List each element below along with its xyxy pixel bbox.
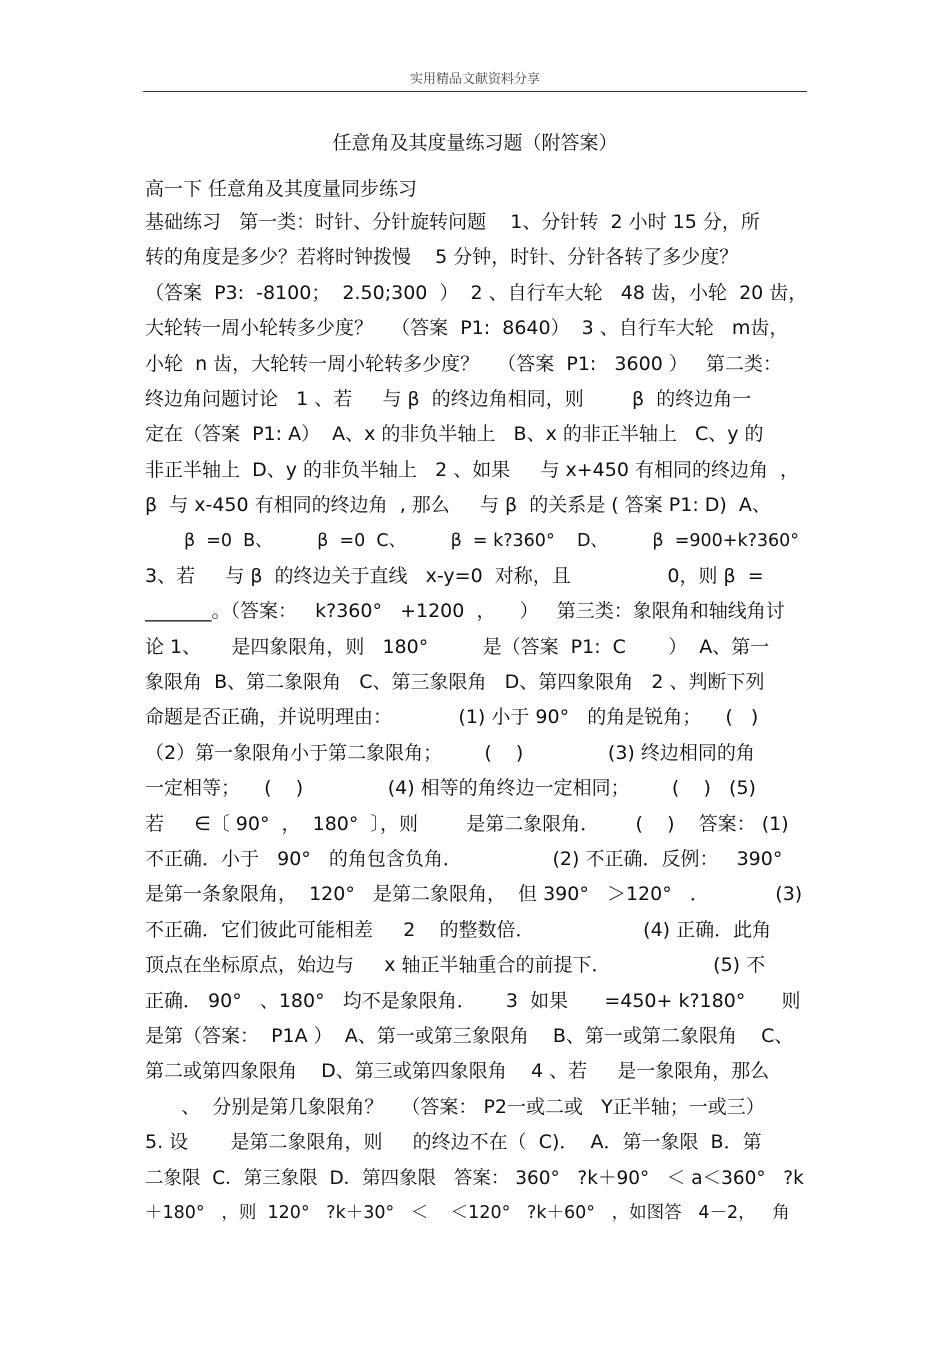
body-line: 5. 设 是第二象限角，则 的终边不在（ C)． A．第一象限 B．第 bbox=[145, 1131, 762, 1154]
body-line: 若 ∈〔 90° ， 180° 〕，则 是第二象限角． ( ) 答案： (1) bbox=[145, 812, 789, 835]
body-line: 定在（答案 P1: A） A、x 的非负半轴上 B、x 的非正半轴上 C、y 的 bbox=[145, 423, 764, 446]
body-line: β =0 B、 β =0 C、 β = k?360° D、 β =900+k?360° bbox=[145, 530, 800, 551]
body-line: 是第（答案： P1A ） A、第一或第三象限角 B、第一或第二象限角 C、 bbox=[145, 1024, 794, 1047]
body-line: 是第一条象限角， 120° 是第二象限角， 但 390° ＞120° ． (3) bbox=[145, 883, 803, 906]
body-line: 基础练习 第一类：时针、分针旋转问题 1、分针转 2 小时 15 分，所 bbox=[145, 211, 760, 233]
body-line: ＋180° ，则 120° ?k＋30° ＜ ＜120° ?k＋60° ，如图答 4－2， 角 bbox=[145, 1202, 790, 1223]
body-line: 大轮转一周小轮转多少度？ （答案 P1: 8640） 3 、自行车大轮 m齿， bbox=[145, 317, 789, 340]
body-line: 命题是否正确，并说明理由： (1) 小于 90° 的角是锐角； ( ) bbox=[145, 706, 759, 729]
body-line: 、 分别是第几象限角？ （答案： P2一或二或 Y正半轴；一或三） bbox=[145, 1095, 765, 1118]
document-body bbox=[145, 205, 807, 1231]
body-line: 不正确．它们彼此可能相差 2 的整数倍． (4) 正确．此角 bbox=[145, 918, 772, 941]
body-line: 一定相等； ( ) (4) 相等的角终边一定相同； ( ) (5) bbox=[145, 777, 756, 800]
body-line: _______。（答案： k?360° +1200 ， ） 第三类：象限角和轴线角讨 bbox=[145, 600, 785, 623]
body-line: 论 1、 是四象限角，则 180° 是（答案 P1: C ） A、第一 bbox=[145, 635, 770, 658]
body-line: 正确． 90° 、180° 均不是象限角． 3 如果 =450+ k?180° 则 bbox=[145, 989, 801, 1012]
page-header: 实用精品文献资料分享 bbox=[409, 72, 540, 87]
body-line: β 与 x-450 有相同的终边角 , 那么 与 β 的关系是 ( 答案 P1: D) A、 bbox=[145, 494, 771, 517]
body-line: 不正确．小于 90° 的角包含负角． (2) 不正确．反例： 390° bbox=[145, 848, 783, 871]
document-subtitle: 高一下 任意角及其度量同步练习 bbox=[145, 178, 418, 200]
body-line: 象限角 B、第二象限角 C、第三象限角 D、第四象限角 2 、判断下列 bbox=[145, 671, 765, 694]
document-title: 任意角及其度量练习题（附答案） bbox=[332, 132, 618, 154]
body-line: 终边角问题讨论 1 、若 与 β 的终边角相同，则 β 的终边角一 bbox=[145, 387, 752, 410]
body-line: 3、若 与 β 的终边关于直线 x-y=0 对称，且 0，则 β = bbox=[145, 564, 764, 587]
body-line: 小轮 n 齿，大轮转一周小轮转多少度？ （答案 P1: 3600 ） 第二类： bbox=[145, 352, 782, 375]
body-line: 第二或第四象限角 D、第三或第四象限角 4 、若 是一象限角，那么 bbox=[145, 1060, 770, 1083]
body-line: 转的角度是多少？若将时钟拨慢 5 分钟，时针、分针各转了多少度？ bbox=[145, 246, 739, 269]
header-divider bbox=[143, 91, 807, 92]
body-line: 二象限 C．第三象限 D．第四象限 答案： 360° ?k＋90° ＜ a＜360° ?k bbox=[145, 1167, 804, 1189]
body-line: （2）第一象限角小于第二象限角； ( ) (3) 终边相同的角 bbox=[145, 741, 755, 764]
body-line: 非正半轴上 D、y 的非负半轴上 2 、如果 与 x+450 有相同的终边角 ， bbox=[145, 458, 800, 481]
body-line: （答案 P3: -8100； 2.50;300 ） 2 、自行车大轮 48 齿，小轮 20 齿， bbox=[145, 281, 807, 304]
body-line: 顶点在坐标原点，始边与 x 轴正半轴重合的前提下． (5) 不 bbox=[145, 954, 766, 977]
